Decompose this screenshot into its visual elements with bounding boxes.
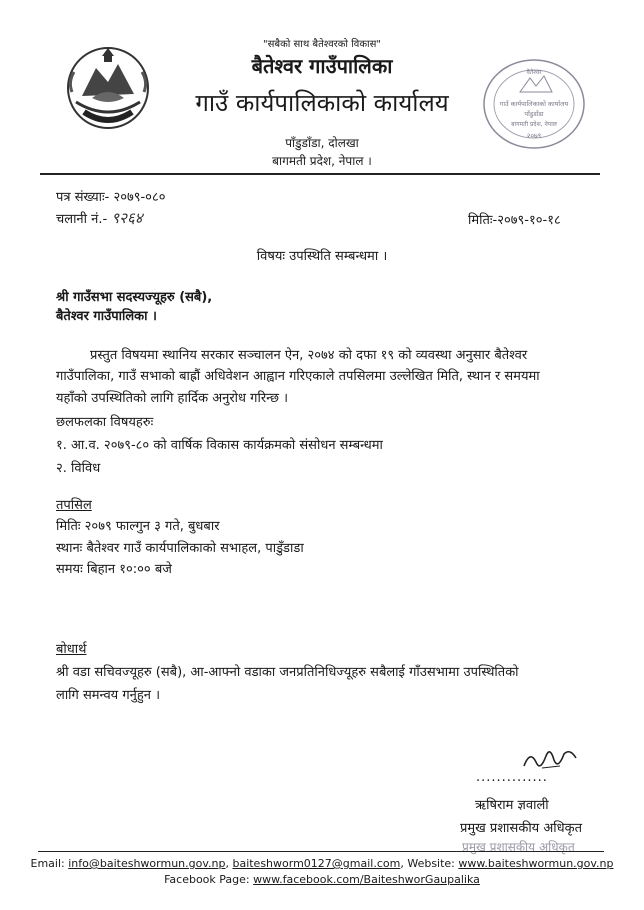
- body-line-1: प्रस्तुत विषयमा स्थानिय सरकार सञ्चालन ऐन, २०७४ को दफा १९ को व्यवस्था अनुसार बैतेश्वर: [90, 348, 528, 363]
- stamp-text-4: बागमती प्रदेश, नेपाल: [511, 121, 557, 128]
- footer-divider: [38, 851, 604, 852]
- recipient-line-2: बैतेश्वर गाउँपालिका ।: [56, 309, 157, 324]
- cc-heading: बोधार्थ: [56, 642, 87, 657]
- facebook-link[interactable]: www.facebook.com/BaiteshworGaupalika: [253, 873, 480, 886]
- letter-date: [468, 210, 561, 228]
- body-line-2: गाउँपालिका, गाउँ सभाको बाह्रौं अधिवेशन आह्वान गरिएकाले तपसिलमा उल्लेखित मिति, स्थान र समयमा: [56, 369, 540, 384]
- details-date: मितिः २०७९ फाल्गुन ३ गते, बुधबार: [56, 519, 220, 534]
- website-link[interactable]: www.baiteshwormun.gov.np: [458, 857, 614, 870]
- reference-number: [56, 187, 165, 205]
- date-label: मितिः-: [468, 213, 498, 228]
- body-line-3: यहाँको उपस्थितिको लागि हार्दिक अनुरोध गरिन्छ ।: [56, 391, 289, 406]
- agenda-heading: छलफलका विषयहरुः: [56, 415, 154, 430]
- address-province: बागमती प्रदेश, नेपाल ।: [272, 154, 372, 168]
- motto: "सबैको साथ बैतेश्वरको विकास": [263, 39, 381, 50]
- header-divider: [40, 173, 600, 175]
- details-heading: तपसिल: [56, 498, 92, 513]
- agenda-item-2: २. विविध: [56, 461, 101, 476]
- facebook-label: Facebook Page:: [164, 873, 250, 886]
- org-name: बैतेश्वर गाउँपालिका: [251, 54, 393, 78]
- date-value: २०७९-१०-१८: [497, 213, 561, 228]
- footer-contact: [0, 857, 644, 870]
- dispatch-number: [56, 208, 143, 228]
- signatory-title: प्रमुख प्रशासकीय अधिकृत: [460, 821, 583, 836]
- stamp-text-2: गाउँ कार्यपालिकाको कार्यालय: [499, 100, 569, 108]
- website-label: , Website:: [400, 857, 455, 870]
- subject-line: विषयः उपस्थिति सम्बन्धमा ।: [256, 249, 388, 264]
- email-link-2[interactable]: baiteshworm0127@gmail.com: [232, 857, 401, 870]
- details-venue: स्थानः बैतेश्वर गाउँ कार्यपालिकाको सभाहल, पाडुँडाडा: [56, 541, 304, 556]
- dispatch-value: ९२६४: [111, 209, 143, 227]
- signatory-name: ऋषिराम ज्ञवाली: [475, 798, 549, 813]
- email-label: Email:: [30, 857, 65, 870]
- office-name: गाउँ कार्यपालिकाको कार्यालय: [195, 89, 449, 117]
- agenda-item-1: १. आ.व. २०७९-८० को वार्षिक विकास कार्यक्रमको संसोधन सम्बन्धमा: [56, 438, 383, 453]
- recipient-line-1: श्री गाउँसभा सदस्यज्यूहरु (सबै),: [56, 290, 213, 305]
- dispatch-label: चलानी नं.-: [56, 212, 108, 227]
- cc-line-2: लागि समन्वय गर्नुहुन ।: [56, 688, 161, 703]
- email-separator: ,: [225, 857, 229, 870]
- address-place: पाँडुडाँडा, दोलखा: [285, 136, 359, 150]
- signatory-stamp: प्रमुख प्रशासकीय अधिकृत: [462, 840, 575, 854]
- stamp-text-5: २०७९: [526, 132, 542, 140]
- ref-label: पत्र संख्याः-: [56, 190, 110, 205]
- cc-line-1: श्री वडा सचिवज्यूहरु (सबै), आ-आफ्नो वडाका जनप्रतिनिधिज्यूहरु सबैलाई गाँउसभामा उपस्थितिको: [56, 665, 519, 680]
- email-link-1[interactable]: info@baiteshwormun.gov.np: [68, 857, 226, 870]
- stamp-text-1: वैतेश्वर: [526, 69, 542, 76]
- signature-dots: ..............: [476, 770, 548, 785]
- footer-facebook: [0, 873, 644, 886]
- details-time: समयः बिहान १०:०० बजे: [56, 562, 172, 577]
- ref-value: २०७९-०८०: [113, 190, 166, 205]
- stamp-text-3: पाँडुडाँडा: [524, 110, 544, 118]
